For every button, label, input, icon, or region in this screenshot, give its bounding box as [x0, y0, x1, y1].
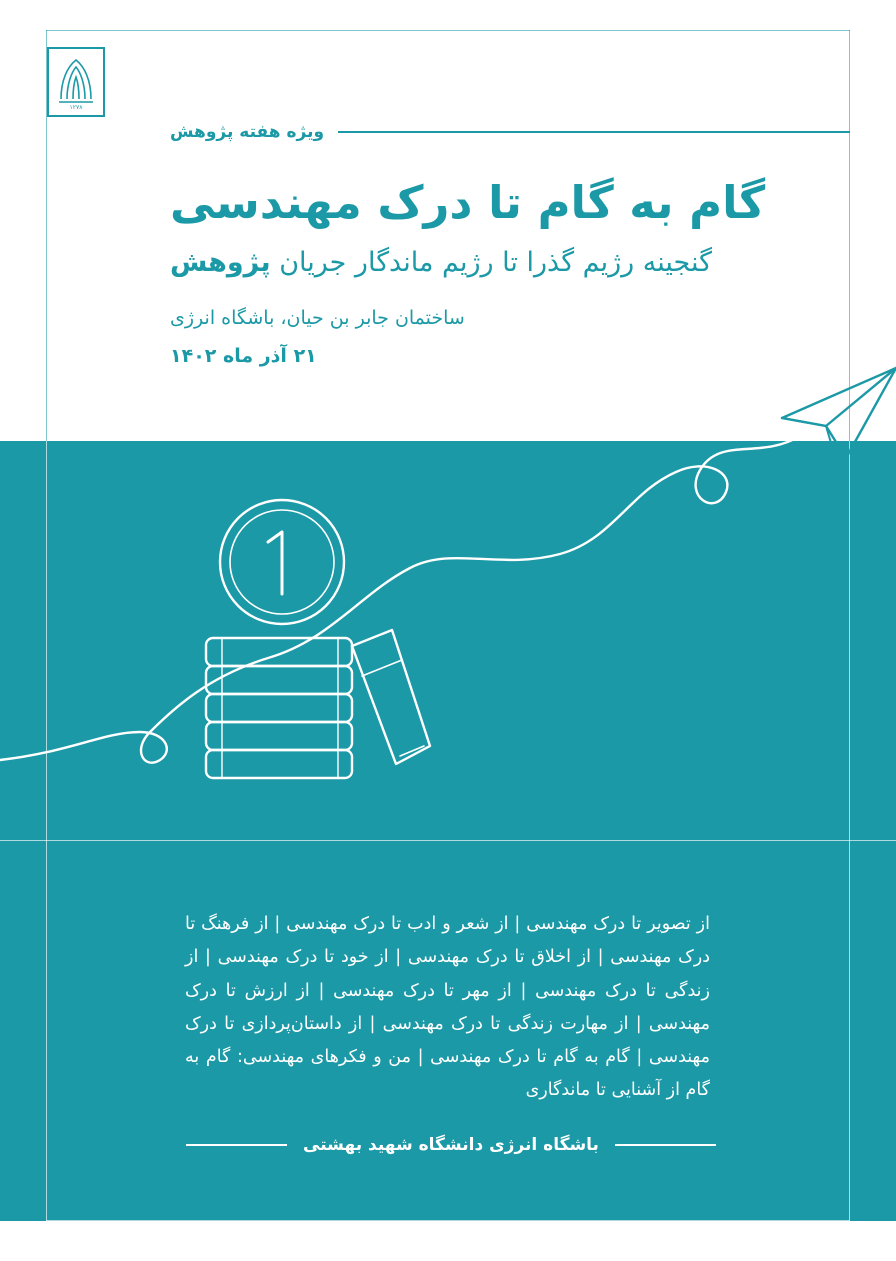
subtitle-emphasis: پژوهش	[170, 247, 271, 278]
topics-paragraph: از تصویر تا درک مهندسی | از شعر و ادب تا درک مهندسی | از فرهنگ تا درک مهندسی | از اخلاق تا درک مهندسی | از خود تا درک مهندسی | از زندگی تا درک مهندسی | از مهر تا درک مهندسی | از ارزش تا درک مهندسی | از مهارت زندگی تا درک مهندسی | از داستان‌پردازی تا درک مهندسی | گام به گام تا درک مهندسی | من و فکرهای مهندسی: گام به گام از آشنایی تا ماندگاری	[185, 914, 710, 1101]
frame-line-top	[46, 30, 850, 31]
footer-white-strip	[0, 1221, 896, 1261]
footer-label: باشگاه انرژی دانشگاه شهید بهشتی	[303, 1135, 599, 1155]
footer-rule-left	[186, 1144, 287, 1146]
svg-text:۱۲۷۸: ۱۲۷۸	[69, 104, 83, 111]
eyebrow	[170, 122, 850, 142]
venue-text: ساختمان جابر بن حیان، باشگاه انرژی	[170, 307, 465, 329]
university-logo	[47, 47, 105, 117]
frame-line-right-top	[849, 30, 850, 441]
page-subtitle	[170, 243, 850, 282]
frame-line-middle	[0, 840, 896, 841]
subtitle-prefix: گنجینه رژیم گذرا تا رژیم ماندگار جریان	[270, 247, 712, 278]
footer	[186, 1135, 716, 1155]
page-title: گام به گام تا درک مهندسی	[170, 176, 766, 229]
footer-rule-right	[615, 1144, 716, 1146]
eyebrow-rule	[338, 131, 850, 133]
date-text: ۲۱ آذر ماه ۱۴۰۲	[170, 345, 317, 367]
frame-line-left-bottom	[46, 441, 47, 1221]
eyebrow-label: ویژه هفته پژوهش	[170, 122, 325, 142]
frame-line-right-bottom	[849, 441, 850, 1221]
